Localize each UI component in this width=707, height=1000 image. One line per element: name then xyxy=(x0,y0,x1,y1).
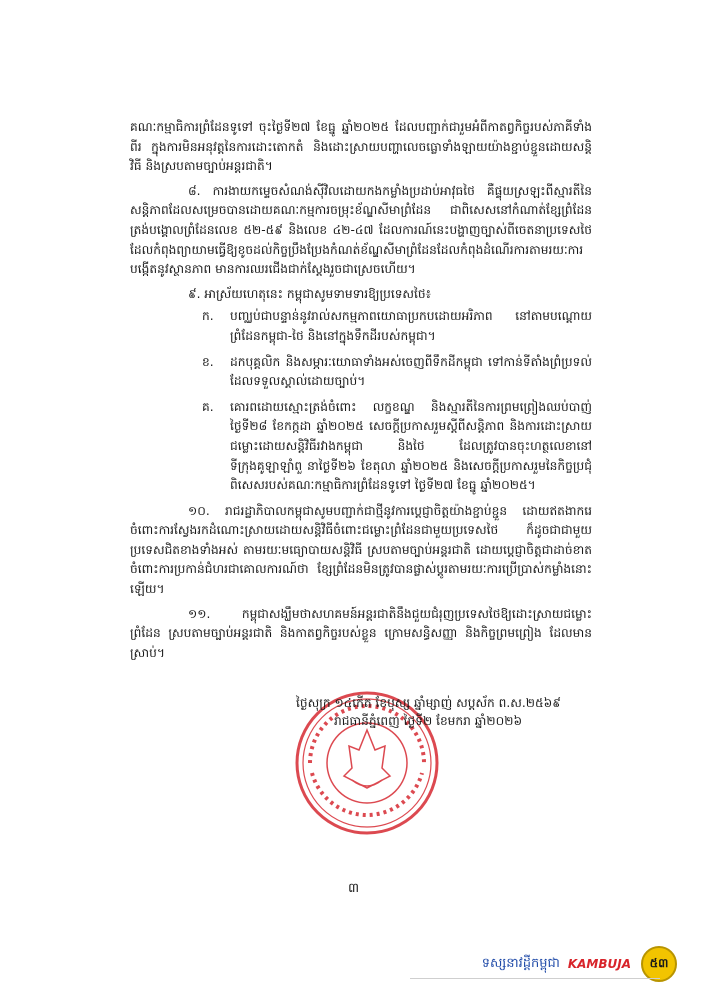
demands-list xyxy=(130,307,592,495)
footer-divider xyxy=(410,978,660,979)
paragraph-11: ១១. កម្ពុជាសង្ឃឹមថាសហគមន៍អន្តរជាតិនឹងជួយជំរុញប្រទេសថៃឱ្យដោះស្រាយជម្លោះព្រំដែន ស្របតាមច្បាប់អន្តរជាតិ និងកាតព្វកិច្ចរបស់ខ្លួន ក្រោមសន្ធិសញ្ញា និងកិច្ចព្រមព្រៀង ដែលមានស្រាប់។ xyxy=(130,606,592,660)
list-item xyxy=(202,353,592,392)
list-marker: ក. xyxy=(202,309,214,324)
list-item-text: គោរពដោយស្មោះត្រង់ចំពោះ លក្ខខណ្ឌ និងស្មារតីនៃការព្រមព្រៀងឈប់បាញ់ ថ្ងៃទី២៨ ខែកក្កដា ឆ្នាំ២០២៥ សេចក្តីប្រកាសរួមស្តីពីសន្តិភាព និងការដោះស្រាយជម្លោះដោយសន្តិវិធីរវាងកម្ពុជា និងថៃ ដែលត្រូវបានចុះហត្ថលេខានៅទីក្រុងគូឡាឡាំពួ នាថ្ងៃទី២៦ ខែតុលា ឆ្នាំ២០២៥ និងសេចក្តីប្រកាសរួមនៃកិច្ចប្រជុំពិសេសរបស់គណៈកម្មាធិការព្រំដែនទូទៅ ថ្ងៃទី២៧ ខែធ្នូ ឆ្នាំ២០២៥។ xyxy=(230,399,592,493)
paragraph-9: ៩. អាស្រ័យហេតុនេះ កម្ពុជាសូមទាមទារឱ្យប្រទេសថៃ៖ xyxy=(188,286,431,301)
signature-block xyxy=(296,694,596,730)
list-marker: ខ. xyxy=(202,354,214,369)
document-body xyxy=(130,118,592,663)
page-badge: ៥៣ xyxy=(641,946,677,982)
list-marker: គ. xyxy=(202,399,214,414)
paragraph-continuation: គណៈកម្មាធិការព្រំដែនទូទៅ ចុះថ្ងៃទី២៧ ខែធ្នូ ឆ្នាំ២០២៥ ដែលបញ្ជាក់ជារួមអំពីកាតព្វកិច្ចរបស់ភាគីទាំងពីរ ក្នុងការមិនអនុវត្តនៃការដោះតោកតំ និងដោះស្រាយបញ្ហាលេចធ្លោទាំងឡាយយ៉ាងខ្ជាប់ខ្ជួនដោយសន្តិវិធី និងស្របតាមច្បាប់អន្តរជាតិ។ xyxy=(130,120,592,174)
list-item-text: បញ្ឈប់ជាបន្ទាន់នូវរាល់សកម្មភាពយោធាប្រកបដោយអរិភាព នៅតាមបណ្តោយព្រំដែនកម្ពុជា-ថៃ និងនៅក្នុងទឹកដីរបស់កម្ពុជា។ xyxy=(230,309,592,343)
footer-brand: KAMBUJA xyxy=(567,957,631,971)
list-item xyxy=(202,398,592,496)
page-number: ៣ xyxy=(347,881,360,896)
signature-date-lunar: ថ្ងៃសុក្រ ១៤កើត ខែបុស្ស ឆ្នាំម្សាញ់ សប្តស័ក ព.ស.២៥៦៩ xyxy=(296,696,561,710)
paragraph-8: ៨. ការងាយកម្ទេចសំណង់ស៊ីវិលដោយកងកម្លាំងប្រដាប់អាវុធថៃ គឺផ្ទុយស្រឡះពីស្មារតីនៃសន្តិភាពដែលសម្រេចបានដោយគណៈកម្មការចម្រុះខ័ណ្ឌសីមាព្រំដែន ជាពិសេសនៅកំណាត់ខ្សែព្រំដែនត្រង់បង្គោលព្រំដែនលេខ ៥២-៥៩ និងលេខ ៤២-៤៧ ដែលការណ៍នេះបង្ហាញច្បាស់ពីចេតនាប្រទេសថៃដែលកំពុងព្យាយាមធ្វើឱ្យខូចដល់កិច្ចប្រឹងប្រែងកំណត់ខ័ណ្ឌសីមាព្រំដែនដែលកំពុងដំណើរការតាមរយៈការបង្កើតនូវស្ថានភាព មានការឈរជើងជាក់ស្តែងរួចជាស្រេចហើយ។ xyxy=(130,183,592,277)
footer-title: ទស្សនាវដ្តីកម្ពុជា xyxy=(481,955,560,971)
list-item xyxy=(202,307,592,346)
list-item-text: ដកបុគ្គលិក និងសម្ភារៈយោធាទាំងអស់ចេញពីទឹកដីកម្ពុជា ទៅកាន់ទីតាំងព្រំប្រទល់ដែលទទួលស្គាល់ដោយច្បាប់។ xyxy=(230,354,592,389)
paragraph-10: ១០. រាជរដ្ឋាភិបាលកម្ពុជាសូមបញ្ជាក់ជាថ្មីនូវការប្តេជ្ញាចិត្តយ៉ាងខ្ជាប់ខ្ជួន ដោយឥតងាករេចំពោះការស្វែងរកដំណោះស្រាយដោយសន្តិវិធីចំពោះជម្លោះព្រំដែនជាមួយប្រទេសថៃ ក៏ដូចជាជាមួយប្រទេសជិតខាងទាំងអស់ តាមរយៈមធ្យោបាយសន្តិវិធី ស្របតាមច្បាប់អន្តរជាតិ ដោយប្តេជ្ញាចិត្តជាដាច់ខាតចំពោះការប្រកាន់ជំហរជាគោលការណ៍ថា ខ្សែព្រំដែនមិនត្រូវបានផ្លាស់ប្តូរតាមរយៈការប្រើប្រាស់កម្លាំងនោះឡើយ។ xyxy=(130,503,592,597)
signature-date-solar: រាជធានីភ្នំពេញ ថ្ងៃទី២ ខែមករា ឆ្នាំ២០២៦ xyxy=(334,714,523,728)
